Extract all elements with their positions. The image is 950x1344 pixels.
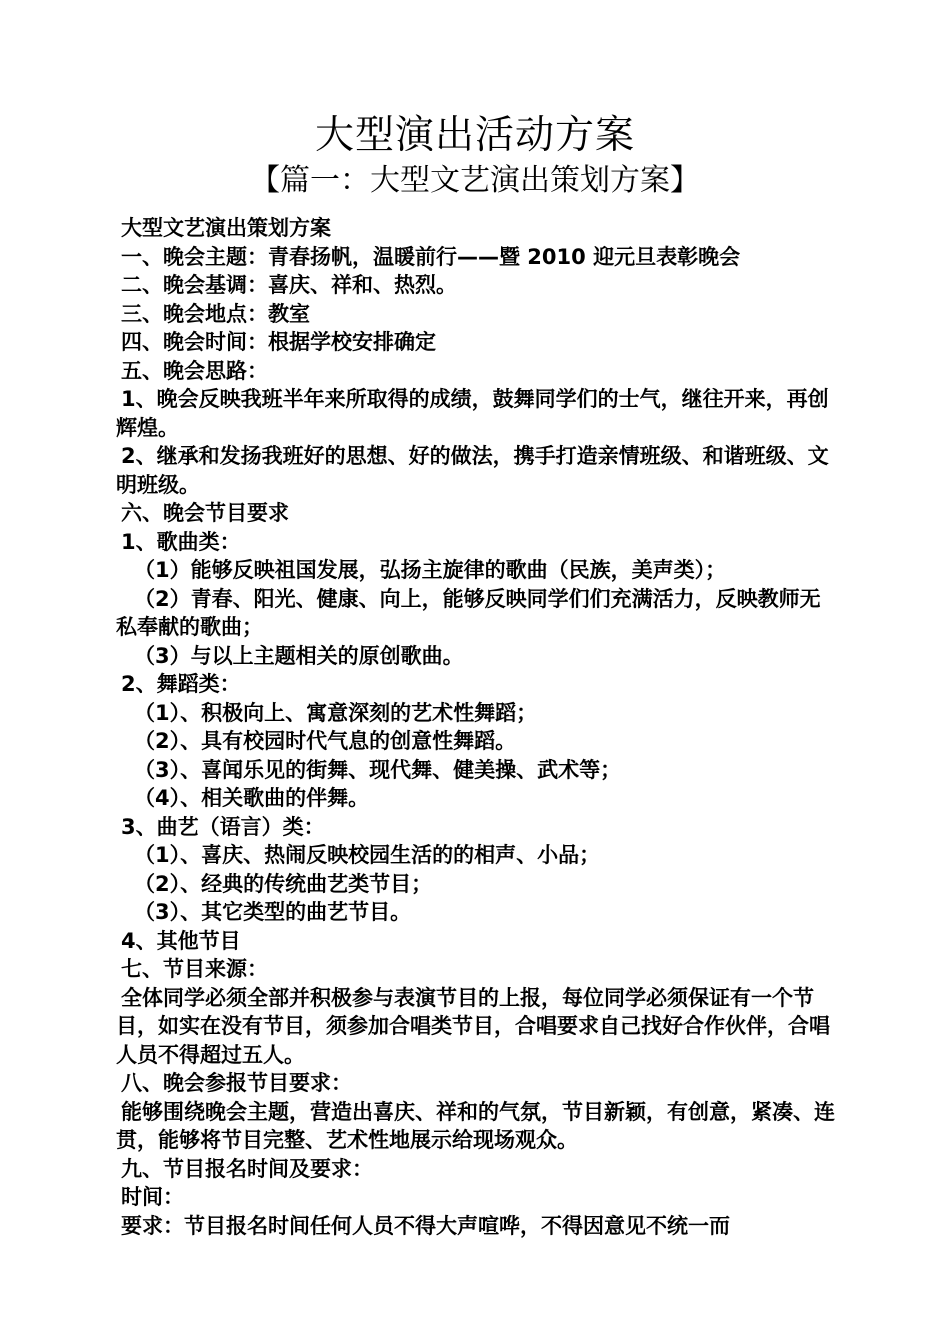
body-line: 九、节目报名时间及要求： — [121, 1156, 373, 1181]
body-line: 4、其他节目 — [121, 928, 241, 953]
body-line: （1）能够反映祖国发展，弘扬主旋律的歌曲（民族，美声类）； — [134, 558, 727, 582]
body-paragraph: 2、继承和发扬我班好的思想、好的做法，携手打造亲情班级、和谐班级、文明班级。 — [116, 444, 829, 497]
body-line: 六、晚会节目要求 — [121, 501, 289, 525]
body-line: （4）、相关歌曲的伴舞。 — [134, 786, 370, 810]
body-line: 八、晚会参报节目要求： — [121, 1071, 352, 1095]
body-line: （1）、喜庆、热闹反映校园生活的的相声、小品； — [134, 843, 601, 867]
body-line: 三、晚会地点：教室 — [121, 301, 310, 326]
body-line: （3）与以上主题相关的原创歌曲。 — [134, 643, 464, 668]
body-line: （1）、积极向上、寓意深刻的艺术性舞蹈； — [134, 700, 538, 725]
body-line: 二、晚会基调：喜庆、祥和、热烈。 — [121, 273, 457, 297]
body-paragraph: 能够围绕晚会主题，营造出喜庆、祥和的气氛，节目新颖，有创意，紧凑、连贯，能够将节目完整、艺术性地展示给现场观众。 — [116, 1099, 835, 1152]
document-title: 大型演出活动方案 — [314, 113, 635, 158]
body-line: 时间： — [121, 1185, 184, 1209]
body-line: 大型文艺演出策划方案 — [121, 216, 331, 240]
document-subtitle: 【篇一：大型文艺演出策划方案】 — [250, 163, 700, 198]
body-line: （3）、喜闻乐见的街舞、现代舞、健美操、武术等； — [134, 757, 622, 782]
body-line: （3）、其它类型的曲艺节目。 — [134, 900, 412, 924]
body-line: 2、舞蹈类： — [121, 672, 241, 696]
body-line: （2）、具有校园时代气息的创意性舞蹈。 — [134, 729, 517, 753]
body-line: 3、曲艺（语言）类： — [121, 814, 325, 839]
document-body — [116, 214, 838, 1240]
body-paragraph: （2）青春、阳光、健康、向上，能够反映同学们们充满活力，反映教师无私奉献的歌曲； — [116, 586, 821, 639]
body-line: 七、节目来源： — [121, 957, 268, 981]
body-line: 1、歌曲类： — [121, 529, 241, 554]
body-line: 要求：节目报名时间任何人员不得大声喧哗，不得因意见不统一而 — [121, 1213, 730, 1238]
body-line: 四、晚会时间：根据学校安排确定 — [121, 330, 436, 354]
body-paragraph: 全体同学必须全部并积极参与表演节目的上报，每位同学必须保证有一个节目，如实在没有节目，须参加合唱类节目，合唱要求自己找好合作伙伴，合唱人员不得超过五人。 — [116, 985, 830, 1067]
body-line: 一、晚会主题：青春扬帆，温暖前行——暨 2010 迎元旦表彰晚会 — [121, 244, 741, 269]
body-line: 五、晚会思路： — [121, 358, 268, 383]
body-line: （2）、经典的传统曲艺类节目； — [134, 871, 433, 896]
body-paragraph: 1、晚会反映我班半年来所取得的成绩，鼓舞同学们的士气，继往开来，再创辉煌。 — [116, 387, 829, 440]
